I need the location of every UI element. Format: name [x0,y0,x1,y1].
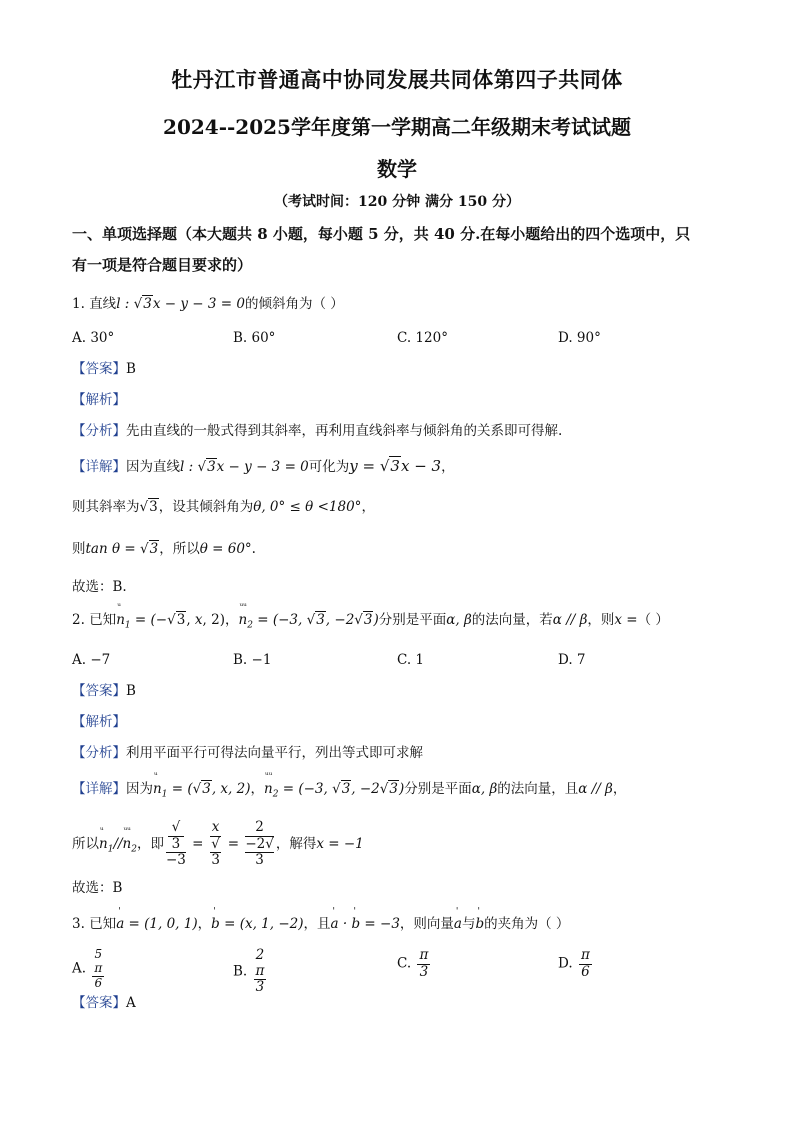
q2-n2-vector: ᵘᵘ $n_2 = (-3$, √3, −2√3) [239,612,379,628]
q3-option-d-value: $\frac{\pi}{6}$ [580,947,590,980]
q3-dot-product: ' a · ' b = −3 [331,916,400,932]
q1-detail-eq2: y = √3x − 3 [349,457,442,475]
q1-choose-value: B. [112,579,127,595]
q3-stem [72,916,569,932]
q3-stem-b: ， [197,916,212,932]
q3-option-c: C. $\frac{\pi}{3}$ [397,947,429,980]
q2-x-var: x = [614,612,638,628]
q2-number: 2. [72,612,85,628]
q3-vector-b: ' b = (x, 1, −2) [211,916,303,932]
q2-stem-f: （ ） [637,612,669,628]
q3-option-b-value: 2 π 3 [255,947,265,996]
q2-detail-n2: ᵘᵘ $n_2 = (-3$, √3, −2√3) [264,781,404,797]
q2-stem-d: 的法向量，若 [471,612,553,628]
section-heading-line1: 一、单项选择题（本大题共 8 小题，每小题 5 分，共 40 分.在每小题给出的四个选项中，只 [72,225,691,243]
q3-option-a-value: 5 π 6 [94,947,103,990]
q2-analysis-label: 【解析】 [72,714,126,730]
q2-detail-d: 的法向量，且 [497,781,579,797]
q1-choose [72,579,127,595]
q3-stem-e: 与 [461,916,476,932]
q1-slope [72,499,375,515]
q2-option-c: C. 1 [397,652,425,668]
q1-fenxi-text: 先由直线的一般式得到其斜率，再利用直线斜率与倾斜角的关系即可得解. [126,423,563,439]
q1-option-c: C. 120° [397,330,448,346]
q2-so-b: ，即 [136,835,164,852]
q2-stem [72,612,669,631]
q1-slope-b: ，设其倾斜角为 [158,499,254,515]
q2-detail-a: 因为 [126,781,153,797]
section-heading-line2: 有一项是符合题目要求的） [72,256,253,274]
q2-detail-n1: ᵘ $n_1 = (√3$, x, 2) [153,781,250,797]
q1-tan-c: . [251,541,256,557]
answer-label: 【答案】 [72,995,126,1011]
q1-detail-a: 因为直线 [126,459,180,475]
q2-choose [72,880,122,896]
q2-detail-planes: α, β [471,781,498,797]
q2-choose-value: B [112,880,123,896]
q2-option-b: B. −1 [233,652,272,668]
q2-answer [72,683,136,699]
q3-option-b: B. 2 π 3 [233,947,265,996]
choose-label: 故选： [72,880,113,896]
q2-detail-parallel: α // β [578,781,613,797]
q2-so-a: 所以 [72,835,99,852]
q2-n1-components: √3, x, 2) [167,612,225,628]
fenxi-label: 【分析】 [72,745,126,761]
q3-option-c-value: $\frac{\pi}{3}$ [419,947,429,980]
q3-vector-a: ' a = (1, 0, 1) [116,916,197,932]
q1-fenxi [72,423,562,439]
q1-number: 1. [72,296,85,312]
exam-info: （考试时间：120 分钟 满分 150 分） [274,194,520,210]
q1-detail-eq1: l : √3x − y − 3 = 0 [180,459,309,475]
q2-detail-c: 分别是平面 [404,781,472,797]
q1-analysis-label: 【解析】 [72,392,126,408]
choose-label: 故选： [72,579,113,595]
q3-vec-a-ref: ' a [454,916,462,932]
q1-angle-range: θ, 0° ≤ θ <180° [253,499,362,515]
q3-vec-b-ref: ' b [475,916,484,932]
q3-stem-a: 已知 [89,916,117,932]
q1-stem-post: 的倾斜角为（ ） [244,296,344,312]
q1-detail-c: ， [441,459,455,475]
q3-answer [72,995,136,1011]
q1-detail-b: 可化为 [308,459,350,475]
q1-slope-a: 则其斜率为 [72,499,140,515]
q1-option-a: A. 30° [72,330,115,346]
answer-label: 【答案】 [72,683,126,699]
q2-parallel: α // β [552,612,588,628]
q3-option-d: D. $\frac{\pi}{6}$ [558,947,590,980]
q1-stem [72,296,344,312]
q2-so-parallel: ᵘ $n_1//ᵘᵘ$ $n_2$ [99,836,137,852]
q3-answer-value: A [126,995,136,1011]
detail-label: 【详解】 [72,459,126,475]
q1-tan-b: ，所以 [159,541,200,557]
q3-number: 3. [72,916,85,932]
q3-stem-c: ，且 [303,916,331,932]
q1-tan-eq: tan θ = √3 [85,541,159,557]
fenxi-label: 【分析】 [72,423,126,439]
answer-label: 【答案】 [72,361,126,377]
q2-so-c: ，解得 [275,835,317,852]
q1-answer [72,361,136,377]
q2-solution: x = −1 [316,835,364,852]
q1-theta-result: θ = 60° [199,541,252,557]
q2-stem-c: 分别是平面 [378,612,447,628]
q2-ratio-equation: √ 3 −3 = x √ 3 = 2 −2√ 3 [165,819,274,869]
q2-detail [72,781,626,800]
q2-fenxi [72,745,423,761]
q2-n1-vector: ᵘ $n_1$ = (− [116,612,167,628]
q2-stem-a: 已知 [89,612,117,628]
q3-stem-f: 的夹角为（ ） [484,916,570,932]
subject-title: 数学 [377,157,417,181]
q2-stem-e: ，则 [587,612,615,628]
detail-label: 【详解】 [72,781,126,797]
q3-stem-d: ，则向量 [399,916,454,932]
exam-title: 2024--2025学年度第一学期高二年级期末考试试题 [163,115,631,139]
q1-option-b: B. 60° [233,330,276,346]
q2-option-d: D. 7 [558,652,586,668]
q2-fenxi-text: 利用平面平行可得法向量平行，列出等式即可求解 [126,745,423,761]
q2-so [72,820,364,869]
q3-option-a: A. 5 π 6 [72,947,103,990]
q2-detail-e: ， [612,781,627,797]
q1-answer-value: B [126,361,136,377]
q2-detail-b: ， [250,781,264,797]
q2-stem-b: ， [225,612,239,628]
q1-slope-c: ， [361,499,375,515]
q1-slope-value: √3 [139,499,158,515]
q2-planes: α, β [446,612,472,628]
q2-option-a: A. −7 [72,652,111,668]
q1-line-equation: l : √3x − y − 3 = 0 [116,296,245,312]
q1-option-d: D. 90° [558,330,601,346]
q1-stem-pre: 直线 [89,296,117,312]
school-title: 牡丹江市普通高中协同发展共同体第四子共同体 [171,67,623,92]
q1-detail [72,457,455,475]
q2-answer-value: B [126,683,136,699]
q1-tan [72,541,256,557]
q1-tan-a: 则 [72,541,86,557]
